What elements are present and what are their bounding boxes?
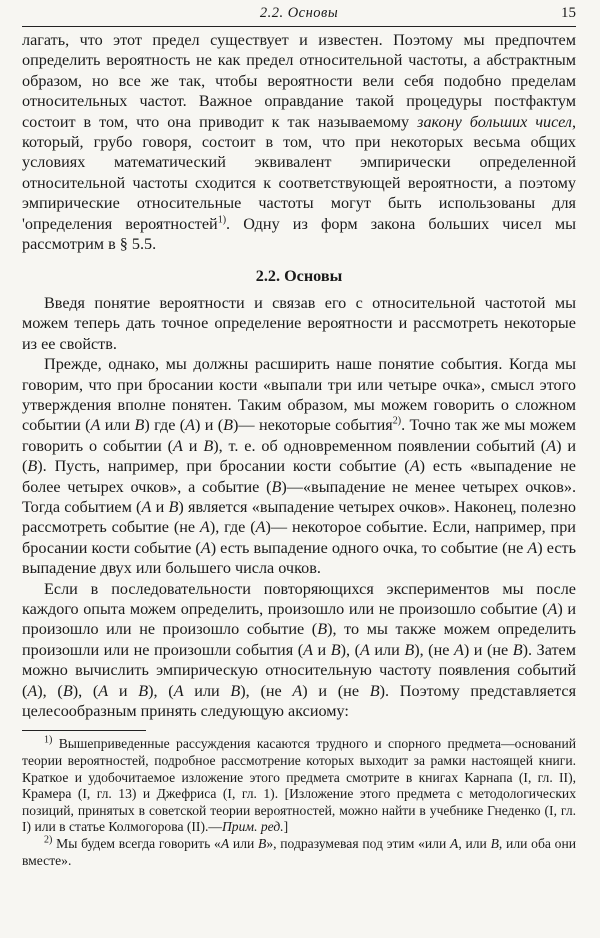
paragraph-intro: Введя понятие вероятности и связав его с относительной частотой мы можем теперь дать точное определение вероятности и рассмотреть некоторые из ее свойств. <box>22 293 576 353</box>
paragraph-frequency: Если в последовательности повторяющихся экспериментов мы после каждого опыта можем определить, произошло или не произошло событие (A) и произошло или не произошло событие (B), то мы также можем определить произошли или не произошли события (A и B), (A или B), (не A) и (не B). Затем можно вычислить эмпирическую относительную частоту появления событий (A), (B), (A и B), (A или B), (не A) и (не B). Поэтому представляется целесообразным принять следующую аксиому: <box>22 579 577 720</box>
running-header <box>22 0 576 27</box>
running-title: 2.2. Основы <box>259 5 339 21</box>
paragraph-events: Прежде, однако, мы должны расширить наше понятие события. Когда мы говорим, что при бросании кости «выпали три или четыре очка», смысл этого утверждения вполне понятен. Таким образом, мы можем говорить о сложном событии (A или B) где (A) и (B)— некоторые события$^{2)}$. Точно так же мы можем говорить о событии (A и B), т. е. об одновременном появлении событий (A) и (B). Пусть, например, при бросании кости событие (A) есть «выпадение не более четырех очков», а событие (B)—«выпадение не менее четырех очков». Тогда событием (A и B) является «выпадение четырех очков». Наконец, полезно рассмотреть событие (не A), где (A)— некоторое событие. Если, например, при бросании кости событие (A) есть выпадение одного очка, то событие (не A) есть выпадение двух или большего числа очков. <box>22 355 577 578</box>
emphasis-term: закону больших чисел <box>417 112 572 131</box>
footnote-mark-1: 1) <box>44 734 53 746</box>
footnote-2: $^{2)}$ Мы будем всегда говорить «A или B», подразумевая под этим «или A, или B, или оба они вместе». <box>22 834 576 868</box>
section-heading: 2.2. Основы <box>255 267 343 286</box>
footnote-mark-2: 2) <box>44 834 53 846</box>
footnote-divider <box>22 730 146 731</box>
footnote-ref-1[interactable]: 1) <box>217 214 227 226</box>
footnote-ref-2[interactable]: 2) <box>392 415 402 427</box>
paragraph-continued: лагать, что этот предел существует и известен. Поэтому мы предпочтем определить вероятность не как предел относительной частоты, а абстрактным образом, но все же так, чтобы вероятности вели себя подобно пределам относительных частот. Важное оправдание такой процедуры постфактум состоит в том, что она приводит к так называемому закону больших чисел, который, грубо говоря, состоит в том, что при некоторых весьма общих условиях математический эквивалент эмпирически определенной относительной частоты сходится к соответствующей вероятности, а поэтому эмпирические относительные частоты могут быть использованы для 'определения вероятностей$^{1)}$. Одну из форм закона больших чисел мы рассмотрим в § 5.5. <box>22 31 576 254</box>
footnote-1: $^{1)}$ Вышеприведенные рассуждения касаются трудного и спорного предмета—оснований теории вероятностей, подробное рассмотрение которых выходит за рамки настоящей книги. Краткое и удобочитаемое изложение этого предмета смотрите в книгах Карнапа (I, гл. II), Крамера (I, гл. 13) и Джефриса (I, гл. 1). [Изложение этого предмета с методологических позиций, принятых в советской теории вероятностей, можно найти в учебнике Гнеденко (I, гл. I) или в статье Колмогорова (II).—Прим. ред.] <box>22 734 576 835</box>
body-text <box>22 30 576 721</box>
page-number: 15 <box>561 5 576 21</box>
footnotes <box>22 736 576 869</box>
